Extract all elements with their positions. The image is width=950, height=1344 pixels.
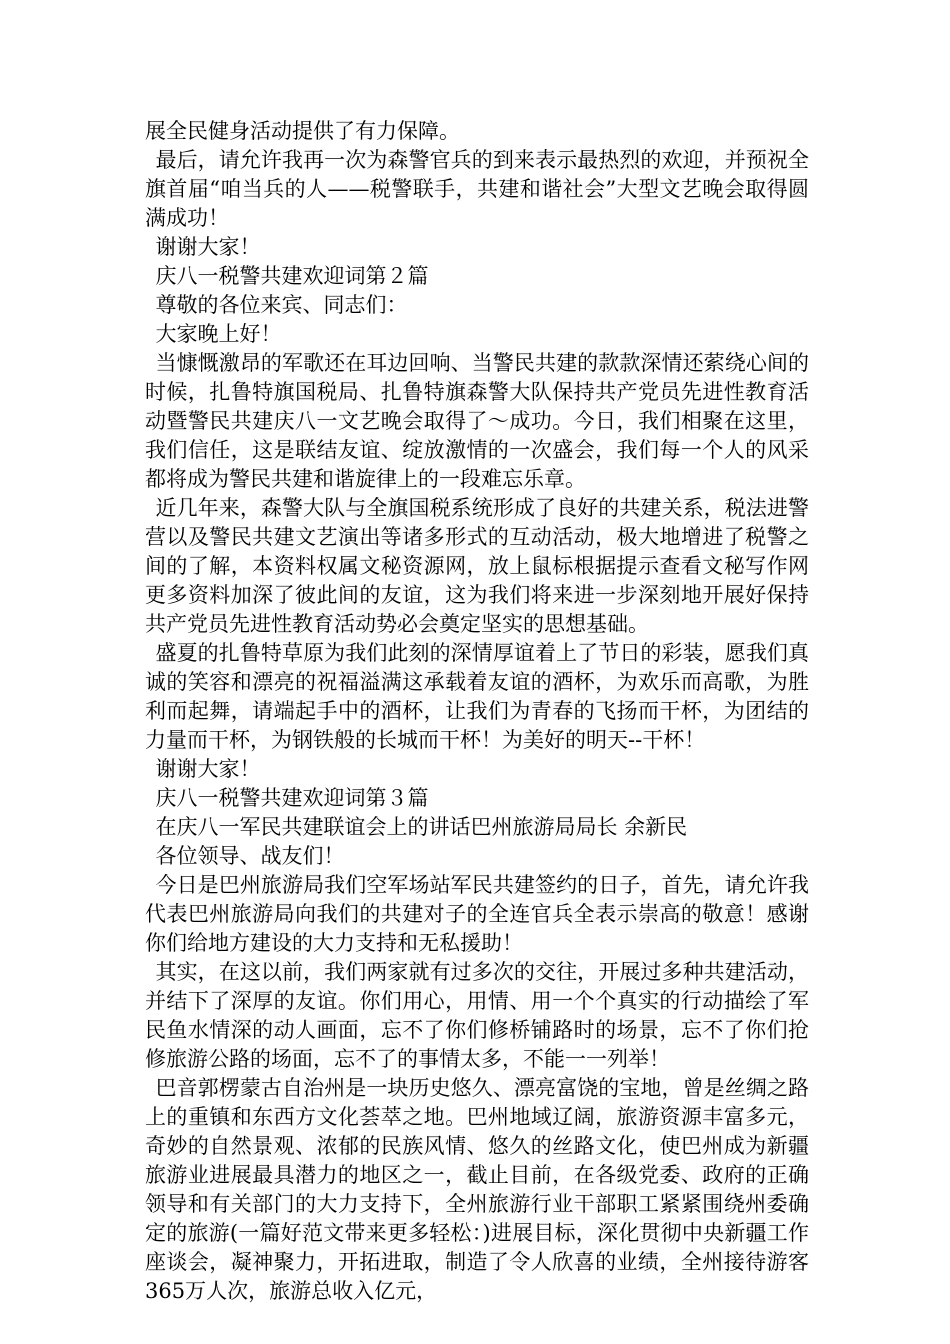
paragraph-relations: 近几年来，森警大队与全旗国税系统形成了良好的共建关系，税法进警营以及警民共建文艺演出等诸多形式的互动活动，极大地增进了税警之间的了解，本资料权属文秘资源网，放上鼠标根据提示查看文秘写作网更多资料加深了彼此间的友谊，这为我们将来进一步深刻地开展好保持共产党员先进性教育活动势必会奠定坚实的思想基础。 <box>145 496 809 636</box>
paragraph-signing-day: 今日是巴州旅游局我们空军场站军民共建签约的日子，首先，请允许我代表巴州旅游局向我们的共建对子的全连官兵全表示崇高的敬意！感谢你们给地方建设的大力支持和无私援助！ <box>145 873 809 955</box>
paragraph-thanks: 谢谢大家！ <box>155 757 261 781</box>
document-body <box>145 117 809 1306</box>
paragraph-opening: 当慷慨激昂的军歌还在耳边回响、当警民共建的款款深情还萦绕心间的时候，扎鲁特旗国税局、扎鲁特旗森警大队保持共产党员先进性教育活动暨警民共建庆八一文艺晚会取得了～成功。今日，我们相聚在这里，我们信任，这是联结友谊、绽放激情的一次盛会，我们每一个人的风采都将成为警民共建和谐旋律上的一段难忘乐章。 <box>145 351 809 491</box>
salutation: 各位领导、战友们！ <box>155 844 345 868</box>
section-heading-3: 庆八一税警共建欢迎词第３篇 <box>155 786 429 810</box>
paragraph-bazhou: 巴音郭楞蒙古自治州是一块历史悠久、漂亮富饶的宝地，曾是丝绸之路上的重镇和东西方文化荟萃之地。巴州地域辽阔，旅游资源丰富多元，奇妙的自然景观、浓郁的民族风情、悠久的丝路文化，使巴州成为新疆旅游业进展最具潜力的地区之一，截止目前，在各级党委、政府的正确领导和有关部门的大力支持下，全州旅游行业干部职工紧紧围绕州委确定的旅游(一篇好范文带来更多轻松：)进展目标，深化贯彻中央新疆工作座谈会，凝神聚力，开拓进取，制造了令人欣喜的业绩，全州接待游客365万人次，旅游总收入亿元， <box>145 1076 809 1303</box>
paragraph-thanks: 谢谢大家！ <box>155 235 261 259</box>
paragraph-closing-wishes: 最后，请允许我再一次为森警官兵的到来表示最热烈的欢迎，并预祝全旗首届“咱当兵的人——税警联手，共建和谐社会”大型文艺晚会取得圆满成功！ <box>145 148 809 230</box>
paragraph-toast: 盛夏的扎鲁特草原为我们此刻的深情厚谊着上了节日的彩装，愿我们真诚的笑容和漂亮的祝福溢满这承载着友谊的酒杯，为欢乐而高歌，为胜利而起舞，请端起手中的酒杯，让我们为青春的飞扬而干杯，为团结的力量而干杯，为钢铁般的长城而干杯！为美好的明天--干杯！ <box>145 641 809 752</box>
greeting: 大家晚上好！ <box>155 322 282 346</box>
paragraph-past-exchanges: 其实，在这以前，我们两家就有过多次的交往，开展过多种共建活动，并结下了深厚的友谊。你们用心，用情、用一个个真实的行动描绘了军民鱼水情深的动人画面，忘不了你们修桥铺路时的场景，忘不了你们抢修旅游公路的场面，忘不了的事情太多，不能一一列举！ <box>145 960 809 1071</box>
paragraph-continuation: 展全民健身活动提供了有力保障。 <box>145 119 460 143</box>
speech-title: 在庆八一军民共建联谊会上的讲话巴州旅游局局长 余新民 <box>155 815 688 839</box>
section-heading-2: 庆八一税警共建欢迎词第２篇 <box>155 264 429 288</box>
salutation: 尊敬的各位来宾、同志们： <box>155 293 408 317</box>
